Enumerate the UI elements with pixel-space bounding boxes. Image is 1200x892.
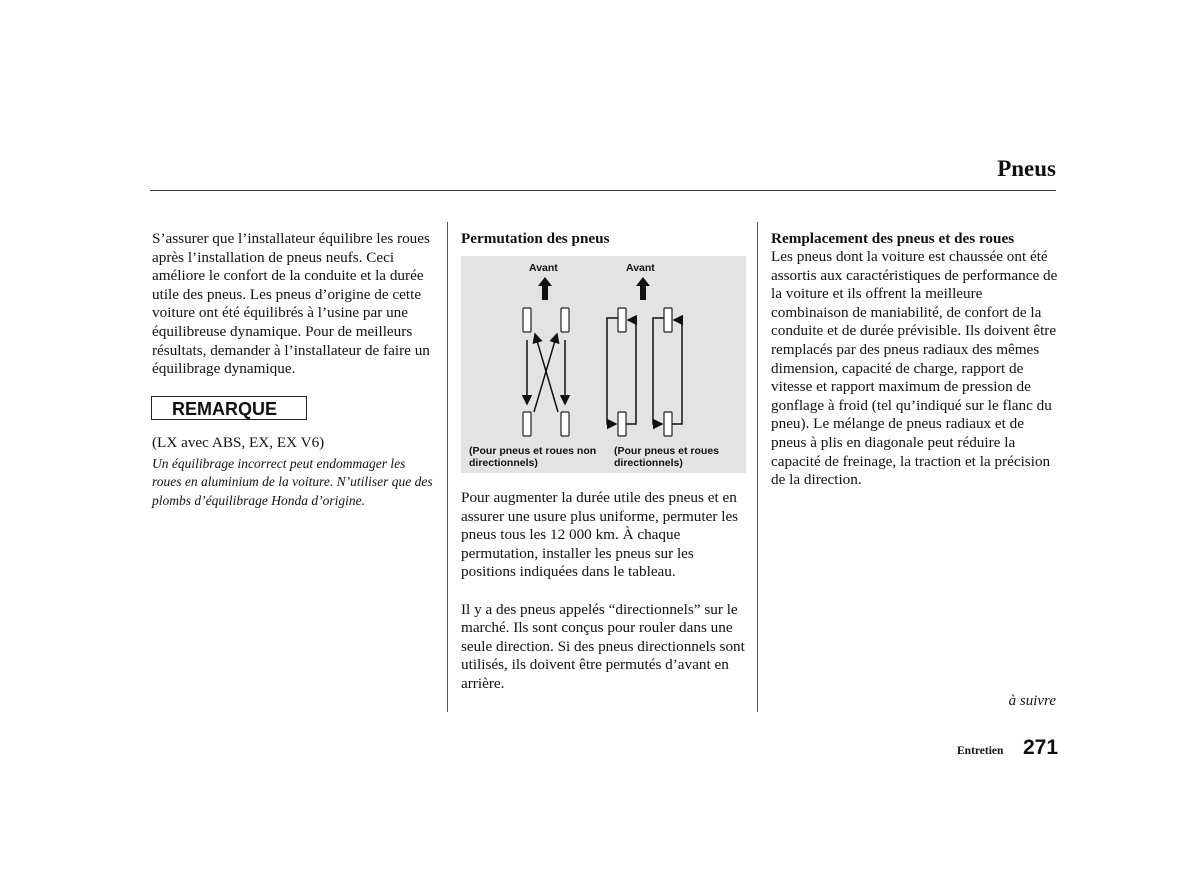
rotation-heading: Permutation des pneus bbox=[461, 230, 610, 247]
replacement-text: Les pneus dont la voiture est chaussée ont été assortis aux caractéristiques de performance de la voiture et ils offrent la meilleure combinaison de maniabilité, de confort de la conduite et de durée prévisible. Ils doivent être remplacés par des pneus radiaux des mêmes dimension, capacité de charge, rapport de vitesse et rapport maximum de pression de gonflage à froid (tel qu’indiqué sur le flanc du pneu). Le mélange de pneus radiaux et de pneus à plis en diagonale peut réduire la capacité de freinage, la traction et la précision de la direction. bbox=[771, 248, 1058, 489]
rotation-text bbox=[461, 489, 751, 694]
column-divider-left bbox=[447, 222, 448, 712]
page-title: Pneus bbox=[997, 156, 1056, 181]
balancing-text: S’assurer que l’installateur équilibre les roues après l’installation de pneus neufs. Ceci améliore le confort de la conduite et la durée utile des pneus. Les pneus d’origine de cette voiture ont été équilibrés à l’usine par une équilibreuse dynamique. Pour de meilleurs résultats, demander à l’installateur de faire un équilibrage dynamique. bbox=[152, 230, 430, 378]
forward-arrow-icon bbox=[538, 277, 650, 300]
right-diagram-caption: (Pour pneus et roues directionnels) bbox=[614, 445, 720, 469]
column-divider-right bbox=[757, 222, 758, 712]
balancing-paragraph bbox=[152, 230, 437, 379]
rotation-diagram bbox=[461, 256, 746, 473]
header-rule bbox=[150, 190, 1056, 191]
page-number: 271 bbox=[1023, 736, 1059, 759]
rotation-paragraph-1: Pour augmenter la durée utile des pneus et en assurer une usure plus uniforme, permuter les pneus tous les 12 000 km. À chaque permutation, installer les pneus sur les positions indiquées dans le tableau. bbox=[461, 489, 739, 581]
continued-note: à suivre bbox=[1008, 693, 1056, 709]
right-front-label: Avant bbox=[626, 262, 655, 274]
rotation-diagram-graphic bbox=[461, 256, 746, 473]
replacement-paragraph bbox=[771, 248, 1061, 490]
notice-label: REMARQUE bbox=[151, 396, 307, 420]
footer-section-name: Entretien bbox=[957, 745, 1004, 757]
left-front-label: Avant bbox=[529, 262, 558, 274]
notice-models: (LX avec ABS, EX, EX V6) bbox=[152, 434, 325, 451]
replacement-heading: Remplacement des pneus et des roues bbox=[771, 230, 1015, 247]
notice-text: Un équilibrage incorrect peut endommager les roues en aluminium de la voiture. N’utiliser que des plombs d’équilibrage Honda d’origine. bbox=[152, 456, 433, 508]
left-diagram-caption: (Pour pneus et roues non directionnels) bbox=[469, 445, 597, 469]
rotation-paragraph-2: Il y a des pneus appelés “directionnels” sur le marché. Ils sont conçus pour rouler dans une seule direction. Si des pneus directionnels sont utilisés, ils doivent être permutés d’avant en arrière. bbox=[461, 600, 745, 692]
